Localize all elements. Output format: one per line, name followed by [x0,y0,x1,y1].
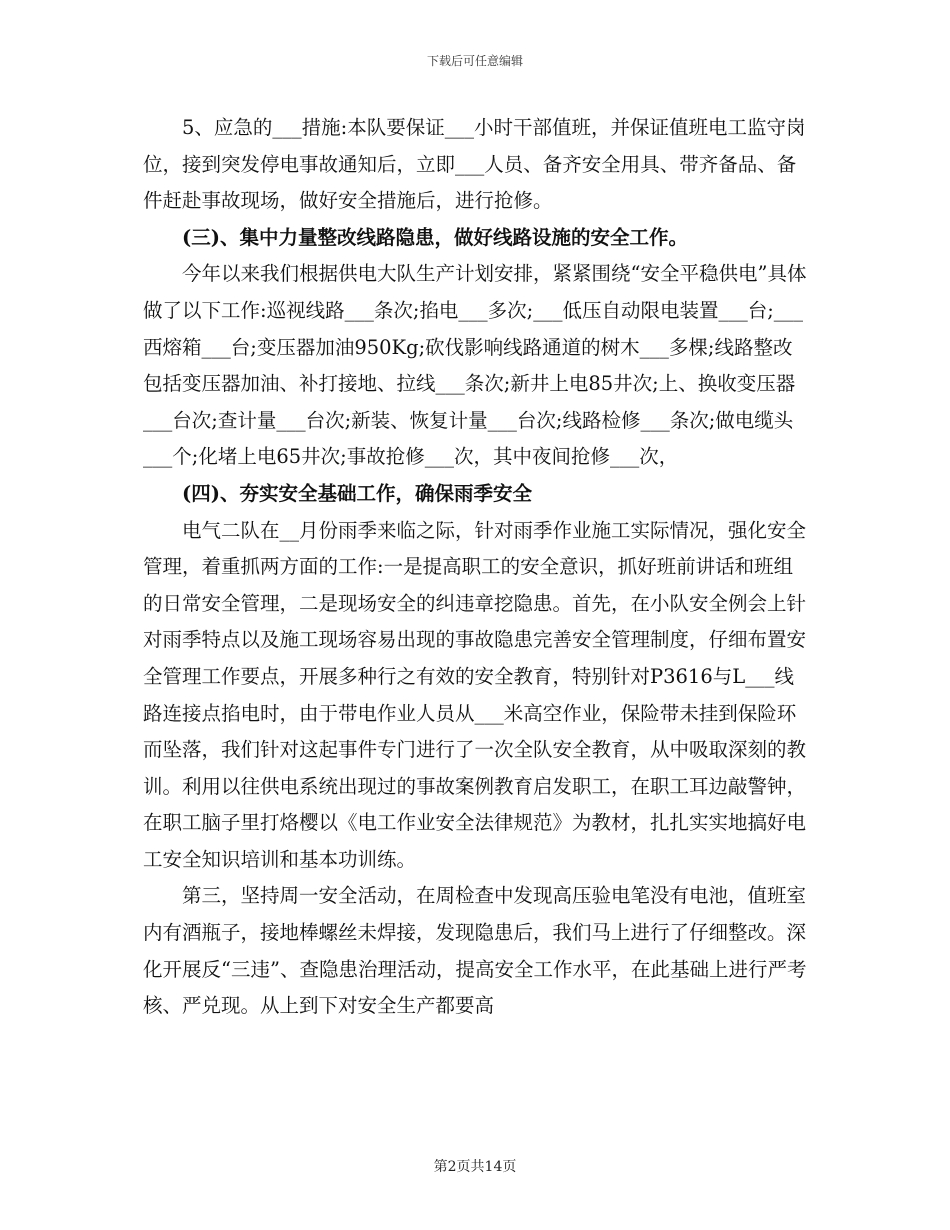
document-body [143,110,807,1025]
paragraph-work-summary: 今年以来我们根据供电大队生产计划安排，紧紧围绕“安全平稳供电”具体做了以下工作:巡视线路___条次;掐电___多次;___低压自动限电装置___台;___西熔箱___台;变压器加油950Kg;砍伐影响线路通道的树木___多棵;线路整改包括变压器加油、补打接地、拉线___条次;新井上电85井次;上、换收变压器___台次;查计量___台次;新装、恢复计量___台次;线路检修___条次;做电缆头___个;化堵上电65井次;事故抢修___次，其中夜间抢修___次， [143,262,807,469]
section-heading-4: (四)、夯实安全基础工作，确保雨季安全 [182,481,532,505]
page-number: 第2页共14页 [433,1159,517,1175]
paragraph-emergency-measures: 5、应急的___措施:本队要保证___小时干部值班，并保证值班电工监守岗位，接到突发停电事故通知后，立即___人员、备齐安全用具、带齐备品、备件赶赴事故现场，做好安全措施后，进行抢修。 [143,116,806,213]
paragraph-rainy-season-safety: 电气二队在__月份雨季来临之际，针对雨季作业施工实际情况，强化安全管理，着重抓两方面的工作:一是提高职工的安全意识，抓好班前讲话和班组的日常安全管理，二是现场安全的纠违章挖隐患。首先，在小队安全例会上针对雨季特点以及施工现场容易出现的事故隐患完善安全管理制度，仔细布置安全管理工作要点，开展多种行之有效的安全教育，特别针对P3616与L___线路连接点掐电时，由于带电作业人员从___米高空作业，保险带未挂到保险环而坠落，我们针对这起事件专门进行了一次全队安全教育，从中吸取深刻的教训。利用以往供电系统出现过的事故案例教育启发职工，在职工耳边敲警钟，在职工脑子里打烙樱以《电工作业安全法律规范》为教材，扎扎实实地搞好电工安全知识培训和基本功训练。 [143,518,807,871]
section-heading-3: (三)、集中力量整改线路隐患，做好线路设施的安全工作。 [182,225,688,249]
page-header: 下载后可任意编辑 [426,54,523,68]
paragraph-monday-safety-activity: 第三，坚持周一安全活动，在周检查中发现高压验电笔没有电池，值班室内有酒瓶子，接地棒螺丝未焊接，发现隐患后，我们马上进行了仔细整改。深化开展反“三违”、查隐患治理活动，提高安全工作水平，在此基础上进行严考核、严兑现。从上到下对安全生产都要高 [143,884,807,1018]
